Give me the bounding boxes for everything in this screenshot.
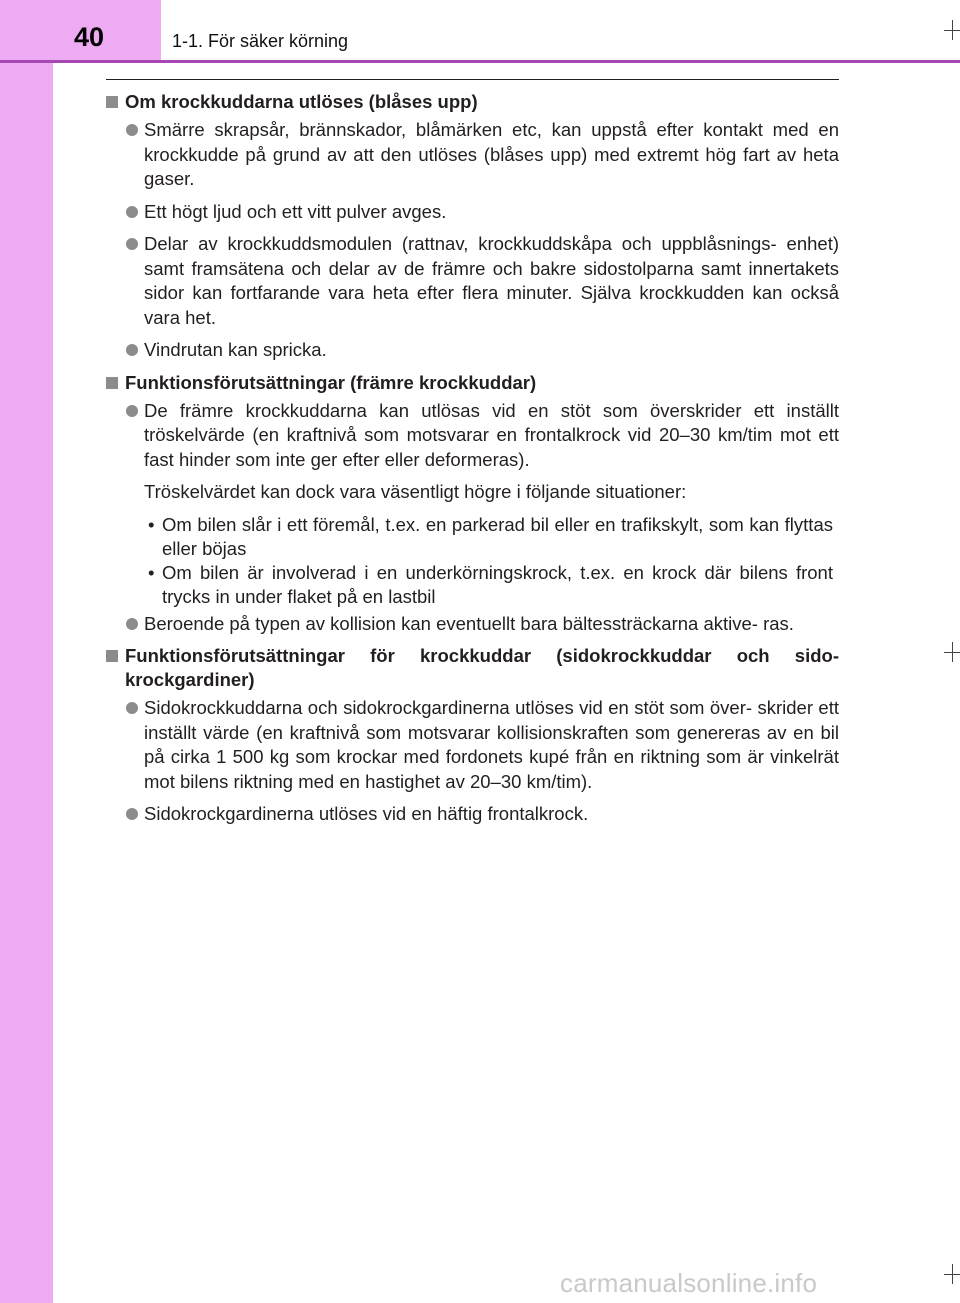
sub-list-item-text: Om bilen slår i ett föremål, t.ex. en parkerad bil eller en trafikskylt, som kan flyttas eller böjas xyxy=(162,513,833,559)
list-item xyxy=(106,338,839,363)
list-item-text: Sidokrockkuddarna och sidokrockgardinerna utlöses vid en stöt som över- skrider ett inställt värde (en kraftnivå som motsvarar kollisionskraften som genereras av en bil på cirka 1 500 kg som krockar med fordonets kupé från en riktning som är vinkelrät mot bilens riktning med en hastighet av 20–30 km/tim). xyxy=(144,697,839,792)
section-heading-text: Funktionsförutsättningar (främre krockkuddar) xyxy=(125,371,537,393)
section-heading xyxy=(106,90,839,114)
watermark: carmanualsonline.info xyxy=(560,1268,818,1298)
list-item xyxy=(106,612,839,637)
sub-list-item-text: Om bilen är involverad i en underkörningskrock, t.ex. en krock där bilens front trycks in under flaket på en lastbil xyxy=(162,561,833,607)
list-item-text: Smärre skrapsår, brännskador, blåmärken etc, kan uppstå efter kontakt med en krockkudde på grund av att den utlöses (blåses upp) med extremt hög fart av heta gaser. xyxy=(144,119,839,189)
list-item xyxy=(106,200,839,225)
list-item xyxy=(106,802,839,827)
square-bullet-icon xyxy=(106,96,118,108)
section-heading-text: Funktionsförutsättningar för krockkuddar (sidokrockkuddar och sido- krockgardiner) xyxy=(125,645,839,690)
list-item-text: Delar av krockkuddsmodulen (rattnav, krockkuddskåpa och uppblåsnings- enhet) samt framsätena och delar av de främre och bakre sidostolparna samt innertakets sidor kan fortfarande vara heta efter flera minuter. Själva krockkudden kan också vara het. xyxy=(144,233,839,328)
circle-bullet-icon xyxy=(126,238,138,250)
page-number: 40 xyxy=(74,22,105,52)
list-item xyxy=(106,118,839,192)
list-item xyxy=(106,399,839,473)
list-item-text: Sidokrockgardinerna utlöses vid en häftig frontalkrock. xyxy=(144,803,589,824)
circle-bullet-icon xyxy=(126,702,138,714)
header-divider xyxy=(0,60,960,63)
crop-mark xyxy=(952,642,953,662)
sub-list-item xyxy=(106,513,839,561)
circle-bullet-icon xyxy=(126,808,138,820)
circle-bullet-icon xyxy=(126,344,138,356)
list-item-text: De främre krockkuddarna kan utlösas vid en stöt som överskrider ett inställt tröskelvärde (en kraftnivå som motsvarar en frontalkrock vid 20–30 km/tim mot ett fast hinder som inte ger efter eller deformeras). xyxy=(144,399,839,470)
crop-mark xyxy=(952,1264,953,1284)
list-item-text: Vindrutan kan spricka. xyxy=(144,339,327,360)
square-bullet-icon xyxy=(106,377,118,389)
chapter-title: 1-1. För säker körning xyxy=(172,31,349,51)
list-item-text: Beroende på typen av kollision kan eventuellt bara bältessträckarna aktive- ras. xyxy=(144,612,794,634)
circle-bullet-icon xyxy=(126,124,138,136)
circle-bullet-icon xyxy=(126,618,138,630)
section-heading xyxy=(106,644,839,692)
square-bullet-icon xyxy=(106,650,118,662)
sub-list-item xyxy=(106,561,839,609)
list-item xyxy=(106,696,839,794)
paragraph: Tröskelvärdet kan dock vara väsentligt högre i följande situationer: xyxy=(144,481,687,502)
side-color-bar xyxy=(0,0,53,1303)
page-content xyxy=(106,90,839,835)
list-item xyxy=(106,232,839,330)
dot-bullet-icon: • xyxy=(148,561,155,583)
section-heading xyxy=(106,371,839,395)
crop-mark xyxy=(952,20,953,40)
dot-bullet-icon: • xyxy=(148,513,155,535)
circle-bullet-icon xyxy=(126,206,138,218)
list-item-text: Ett högt ljud och ett vitt pulver avges. xyxy=(144,200,447,222)
circle-bullet-icon xyxy=(126,405,138,417)
section-heading-text: Om krockkuddarna utlöses (blåses upp) xyxy=(125,91,478,112)
top-rule xyxy=(106,79,839,80)
